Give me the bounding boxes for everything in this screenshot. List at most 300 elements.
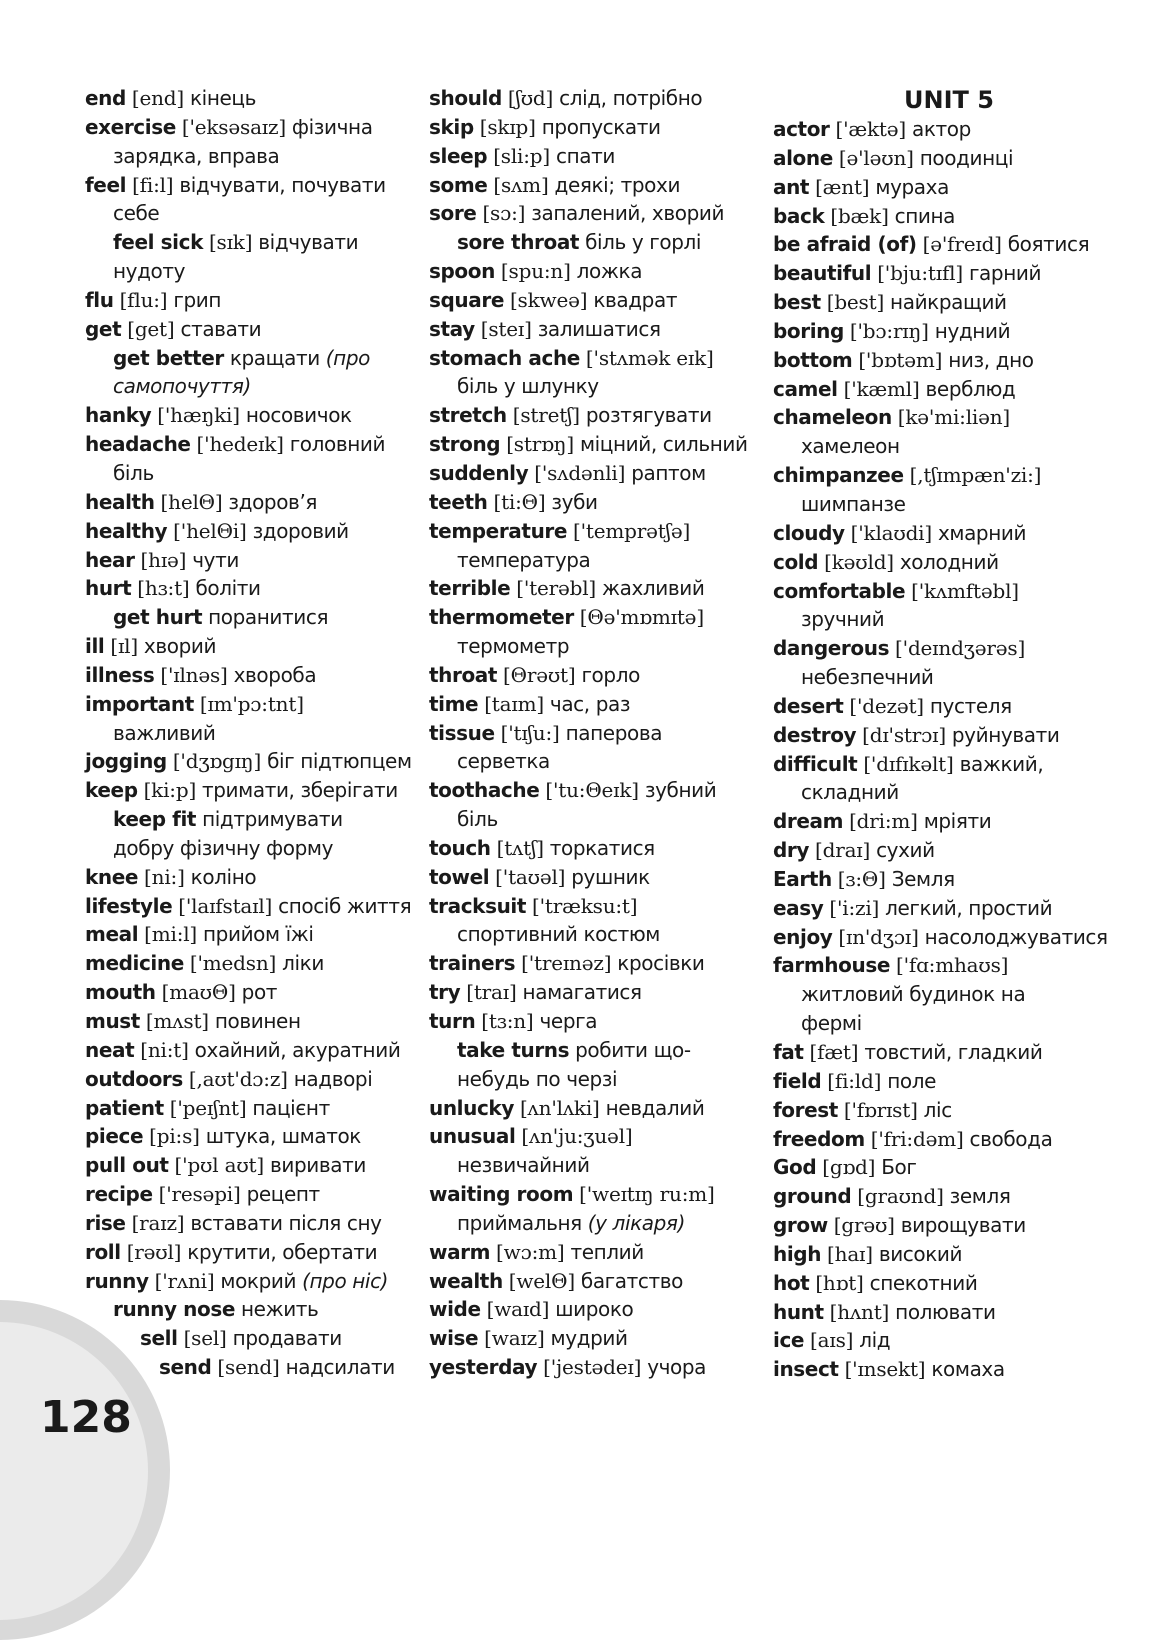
vocab-entry (429, 776, 749, 805)
translation: біль (113, 460, 154, 485)
vocab-entry (85, 776, 405, 805)
vocab-entry (773, 1211, 1113, 1240)
transcription: [,tʃɪmpæn'zi:] (909, 463, 1042, 488)
vocab-entry (85, 863, 405, 892)
headword: bottom (773, 347, 853, 372)
headword: unusual (429, 1124, 516, 1149)
translation: мудрий (550, 1326, 628, 1351)
translation: поле (887, 1068, 936, 1093)
transcription: [sʌm] (493, 172, 549, 197)
vocab-entry (429, 488, 749, 517)
transcription: [strɒŋ] (506, 432, 574, 457)
vocab-entry-continuation (429, 372, 749, 401)
vocab-entry (773, 346, 1113, 375)
headword: hurt (85, 576, 132, 601)
translation: рот (241, 980, 278, 1005)
vocab-entry (773, 230, 1113, 259)
transcription: [steɪ] (480, 316, 532, 341)
vocab-entry-continuation (773, 778, 1113, 807)
translation: міцний, сильний (579, 432, 748, 457)
transcription: ['fɑ:mhaʊs] (895, 953, 1009, 978)
translation: багатство (580, 1268, 683, 1293)
transcription: [bæk] (830, 203, 889, 228)
vocab-entry (773, 548, 1113, 577)
translation: запалений, хворий (531, 201, 725, 226)
headword: waiting room (429, 1182, 574, 1207)
translation: свобода (969, 1126, 1053, 1151)
vocab-entry (429, 344, 749, 373)
headword: sleep (429, 143, 488, 168)
headword: unlucky (429, 1095, 514, 1120)
vocab-entry (429, 1180, 749, 1209)
headword: flu (85, 287, 114, 312)
translation: найкращий (890, 290, 1007, 315)
vocab-entry (773, 865, 1113, 894)
translation: спосіб життя (278, 893, 412, 918)
transcription: [gɒd] (822, 1155, 876, 1180)
vocab-entry (773, 1038, 1113, 1067)
vocab-entry-continuation (773, 432, 1113, 461)
vocab-entry (85, 892, 412, 921)
vocab-entry (773, 836, 1113, 865)
headword: actor (773, 117, 830, 141)
transcription: [draɪ] (815, 838, 871, 863)
headword: important (85, 691, 194, 716)
translation: зубний (644, 778, 717, 803)
vocab-entry-continuation (85, 719, 405, 748)
headword: mouth (85, 980, 156, 1005)
transcription: [kəʊld] (824, 549, 894, 574)
transcription: [Θə'mɒmɪtə] (579, 605, 704, 630)
headword: thermometer (429, 605, 574, 630)
vocab-entry (429, 690, 749, 719)
translation: відчувати, почувати (179, 172, 386, 197)
translation: зуби (551, 489, 598, 514)
translation: важливий (113, 720, 216, 745)
vocab-entry (85, 978, 405, 1007)
translation: сухий (876, 838, 935, 863)
translation: спекотний (869, 1270, 978, 1295)
vocab-entry (429, 978, 749, 1007)
vocab-entry (429, 574, 749, 603)
headword: destroy (773, 722, 857, 747)
vocab-entry-continuation (429, 1151, 749, 1180)
translation: відчувати (258, 230, 359, 255)
headword: cloudy (773, 520, 845, 545)
translation: надворі (293, 1066, 373, 1091)
vocabulary-column-2 (429, 84, 749, 1382)
headword: medicine (85, 951, 184, 976)
transcription: [,aʊt'dɔ:z] (188, 1066, 288, 1091)
transcription: [sel] (183, 1326, 227, 1351)
translation: здоров’я (228, 489, 318, 514)
headword: wealth (429, 1268, 503, 1293)
translation: здоровий (252, 518, 349, 543)
vocab-entry (429, 401, 749, 430)
transcription: ['æktə] (835, 117, 906, 141)
headword: keep (85, 778, 138, 803)
transcription: ['taʊəl] (495, 864, 566, 889)
vocab-entry (85, 488, 405, 517)
transcription: ['klaʊdi] (850, 520, 932, 545)
vocab-entry (85, 1324, 405, 1353)
headword: sore (429, 201, 477, 226)
translation: деякі; трохи (554, 172, 681, 197)
translation: головний (289, 432, 386, 457)
usage-note: самопочуття) (113, 374, 251, 399)
translation: робити що- (575, 1037, 691, 1062)
vocab-entry (429, 834, 749, 863)
headword: yesterday (429, 1355, 538, 1380)
usage-note: (про (325, 345, 370, 370)
transcription: [best] (826, 290, 885, 315)
headword: end (85, 86, 126, 110)
translation: насолоджуватися (924, 924, 1108, 949)
vocab-entry-continuation (85, 372, 405, 401)
headword: high (773, 1241, 822, 1266)
vocab-entry-continuation (773, 1009, 1113, 1038)
translation: слід, потрібно (559, 86, 703, 110)
headword: healthy (85, 518, 168, 543)
translation: намагатися (522, 980, 642, 1005)
headword: try (429, 980, 461, 1005)
transcription: [taɪm] (484, 691, 544, 716)
headword: comfortable (773, 578, 906, 603)
vocab-entry (773, 259, 1113, 288)
headword: back (773, 203, 825, 228)
headword: sell (140, 1326, 178, 1351)
headword: exercise (85, 114, 176, 139)
translation: спати (555, 143, 615, 168)
transcription: [ɪm'pɔ:tnt] (199, 691, 304, 716)
translation: раптом (631, 460, 706, 485)
transcription: ['sʌdənli] (534, 460, 626, 485)
transcription: [kə'mi:liən] (897, 405, 1011, 430)
vocab-entry (773, 1067, 1113, 1096)
transcription: [flu:] (119, 287, 168, 312)
vocab-entry (85, 1151, 405, 1180)
transcription: [mi:l] (144, 922, 198, 947)
translation: кращати (229, 345, 320, 370)
transcription: ['weɪtɪŋ ru:m] (579, 1182, 715, 1207)
vocab-entry (429, 1036, 749, 1065)
translation: біг підтюпцем (267, 749, 412, 774)
transcription: ['træksu:t] (532, 893, 638, 918)
vocab-entry (773, 750, 1113, 779)
translation: небудь по черзі (457, 1066, 618, 1091)
headword: easy (773, 895, 824, 920)
vocab-entry (85, 171, 405, 200)
vocab-entry (85, 546, 405, 575)
translation: вирощувати (900, 1213, 1026, 1238)
vocab-entry (85, 632, 405, 661)
headword: sore throat (457, 230, 580, 255)
vocab-entry (85, 1094, 405, 1123)
vocab-entry (85, 84, 405, 113)
vocab-entry (85, 1180, 405, 1209)
vocab-entry (773, 519, 1113, 548)
translation: боятися (1007, 232, 1090, 257)
transcription: ['helΘi] (173, 518, 247, 543)
vocab-entry-continuation (85, 257, 405, 286)
headword: beautiful (773, 261, 872, 286)
vocab-entry (429, 1007, 749, 1036)
headword: wise (429, 1326, 479, 1351)
headword: hunt (773, 1299, 824, 1324)
transcription: ['eksəsaɪz] (181, 114, 286, 139)
vocab-entry (773, 403, 1113, 432)
transcription: [ə'freɪd] (922, 232, 1002, 257)
vocab-entry (429, 315, 749, 344)
vocab-entry (773, 692, 1113, 721)
translation: верблюд (925, 376, 1016, 401)
translation: прийом їжі (203, 922, 314, 947)
vocab-entry (429, 517, 749, 546)
transcription: [sɪk] (208, 230, 253, 255)
translation: рецепт (246, 1182, 320, 1207)
vocab-entry (429, 113, 749, 142)
transcription: [ki:p] (143, 778, 197, 803)
headword: some (429, 172, 488, 197)
vocab-entry (429, 459, 749, 488)
headword: patient (85, 1095, 164, 1120)
transcription: [skweə] (509, 287, 588, 312)
vocab-entry (429, 603, 749, 632)
vocab-entry (429, 863, 749, 892)
page-number: 128 (40, 1392, 132, 1443)
translation: паперова (565, 720, 663, 745)
vocab-entry-continuation (85, 834, 405, 863)
vocab-entry (773, 721, 1113, 750)
transcription: [ə'ləʊn] (838, 145, 914, 170)
transcription: [fæt] (809, 1040, 859, 1064)
transcription: ['ɪlnəs] (160, 662, 228, 687)
headword: stomach ache (429, 345, 580, 370)
transcription: [ʌn'ju:ʒuəl] (521, 1124, 633, 1149)
transcription: ['stʌmək eɪk] (585, 345, 714, 370)
headword: dream (773, 809, 844, 834)
headword: get (85, 316, 122, 341)
transcription: ['deɪndʒərəs] (895, 636, 1026, 661)
vocab-entry (429, 286, 749, 315)
transcription: ['peɪʃnt] (169, 1095, 247, 1120)
translation: боліти (195, 576, 261, 601)
translation: важкий, (959, 751, 1044, 776)
transcription: [maʊΘ] (161, 980, 236, 1005)
translation: квадрат (593, 287, 678, 312)
vocab-entry (85, 1065, 405, 1094)
translation: чути (192, 547, 239, 572)
translation: кінець (190, 86, 257, 110)
headword: rise (85, 1210, 126, 1235)
headword: must (85, 1009, 140, 1033)
transcription: ['medsn] (189, 951, 277, 976)
translation: грип (173, 287, 222, 312)
vocab-entry (85, 574, 405, 603)
translation: фізична (291, 114, 373, 139)
translation: час, раз (549, 691, 631, 716)
transcription: ['hedeɪk] (196, 432, 284, 457)
headword: field (773, 1068, 822, 1093)
vocab-entry (429, 719, 749, 748)
vocab-entry-continuation (773, 605, 1113, 634)
translation: нудний (934, 318, 1011, 343)
headword: meal (85, 922, 139, 947)
vocab-entry (773, 461, 1113, 490)
headword: tissue (429, 720, 495, 745)
headword: farmhouse (773, 953, 890, 978)
headword: trainers (429, 951, 516, 976)
headword: hot (773, 1270, 810, 1295)
translation: рушник (571, 864, 650, 889)
transcription: [send] (217, 1355, 280, 1380)
vocab-entry (85, 1353, 405, 1382)
headword: desert (773, 693, 844, 718)
translation: коліно (190, 864, 257, 889)
vocab-entry (773, 1240, 1113, 1269)
headword: pull out (85, 1153, 169, 1178)
translation: нежить (241, 1297, 319, 1322)
translation: поранитися (208, 605, 329, 630)
vocab-entry (773, 894, 1113, 923)
vocab-entry-continuation (429, 632, 749, 661)
vocab-entry (429, 199, 749, 228)
vocab-entry (773, 1326, 1113, 1355)
translation: лід (859, 1328, 891, 1353)
vocab-entry (85, 1267, 405, 1296)
transcription: ['bɒtəm] (858, 347, 943, 372)
headword: grow (773, 1213, 828, 1238)
translation: земля (949, 1184, 1011, 1209)
translation: мокрий (220, 1268, 297, 1293)
translation: пропускати (541, 114, 661, 139)
headword: get better (113, 345, 224, 370)
transcription: [ti:Θ] (493, 489, 546, 514)
transcription: [spu:n] (500, 259, 571, 284)
transcription: ['bɔ:rɪŋ] (849, 318, 929, 343)
transcription: [Θrəʊt] (503, 662, 576, 687)
vocab-entry (429, 1267, 749, 1296)
headword: knee (85, 864, 139, 889)
transcription: ['jestədeɪ] (543, 1355, 642, 1380)
vocab-entry (773, 923, 1113, 952)
vocab-entry (85, 344, 405, 373)
transcription: [welΘ] (508, 1268, 575, 1293)
translation: біль (457, 807, 498, 832)
vocab-entry (773, 317, 1113, 346)
transcription: ['ɪnsekt] (844, 1357, 926, 1382)
vocab-entry-continuation (429, 1209, 749, 1238)
headword: ill (85, 634, 105, 659)
translation: серветка (457, 749, 550, 774)
headword: hear (85, 547, 135, 572)
vocab-entry (429, 1295, 749, 1324)
transcription: [traɪ] (466, 980, 517, 1005)
vocab-entry (85, 286, 405, 315)
translation: тримати, зберігати (202, 778, 398, 803)
vocab-entry (429, 142, 749, 171)
headword: headache (85, 432, 191, 457)
vocab-entry-continuation (85, 199, 405, 228)
transcription: ['dɪfɪkəlt] (863, 751, 954, 776)
translation: житловий будинок на (801, 982, 1026, 1007)
vocab-entry-continuation (429, 805, 749, 834)
translation: виривати (269, 1153, 366, 1178)
transcription: [waɪd] (486, 1297, 550, 1322)
transcription: ['dʒɒgɪŋ] (172, 749, 262, 774)
translation: Земля (891, 866, 955, 891)
transcription: [hɜ:t] (137, 576, 190, 601)
vocab-entry (85, 113, 405, 142)
translation: легкий, простий (885, 895, 1053, 920)
translation: надсилати (285, 1355, 395, 1380)
translation: зручний (801, 607, 885, 632)
transcription: ['bju:tɪfl] (877, 261, 963, 286)
headword: strong (429, 432, 501, 457)
headword: square (429, 287, 504, 312)
transcription: ['tu:Θeɪk] (545, 778, 639, 803)
headword: wide (429, 1297, 481, 1322)
vocab-entry-continuation (429, 920, 749, 949)
translation: незвичайний (457, 1153, 590, 1178)
translation: гарний (968, 261, 1042, 286)
translation: розтягувати (585, 403, 712, 428)
translation: хвороба (233, 662, 317, 687)
transcription: [ɜ:Θ] (837, 866, 886, 891)
vocab-entry (429, 892, 749, 921)
vocab-entry (429, 84, 749, 113)
transcription: [ɪl] (110, 634, 138, 659)
translation: добру фізичну форму (113, 835, 334, 860)
headword: dry (773, 838, 810, 863)
translation: ліс (923, 1097, 952, 1122)
headword: send (159, 1355, 212, 1380)
translation: теплий (570, 1239, 644, 1264)
transcription: ['dezət] (849, 693, 924, 718)
transcription: [tʌtʃ] (496, 835, 544, 860)
translation: високий (878, 1241, 963, 1266)
headword: suddenly (429, 460, 529, 485)
translation: хамелеон (801, 434, 900, 459)
transcription: [waɪz] (484, 1326, 545, 1351)
transcription: [hɪə] (140, 547, 187, 572)
vocab-entry (85, 228, 405, 257)
vocab-entry-continuation (429, 747, 749, 776)
headword: neat (85, 1037, 135, 1062)
headword: tracksuit (429, 893, 527, 918)
vocab-entry (773, 375, 1113, 404)
headword: toothache (429, 778, 540, 803)
vocab-entry (429, 661, 749, 690)
headword: teeth (429, 489, 488, 514)
translation: мріяти (923, 809, 992, 834)
transcription: [grəʊ] (833, 1213, 895, 1238)
headword: freedom (773, 1126, 865, 1151)
transcription: [sli:p] (493, 143, 550, 168)
vocab-entry (773, 1153, 1113, 1182)
transcription: [ni:] (144, 864, 185, 889)
translation: хворий (143, 634, 217, 659)
transcription: ['fɒrɪst] (843, 1097, 918, 1122)
translation: приймальня (457, 1210, 582, 1235)
vocab-entry-continuation (85, 142, 405, 171)
translation: спина (894, 203, 956, 228)
headword: stay (429, 316, 475, 341)
translation: себе (113, 201, 160, 226)
transcription: ['treɪnəz] (521, 951, 612, 976)
transcription: ['fri:dəm] (870, 1126, 964, 1151)
transcription: [graʊnd] (857, 1184, 944, 1209)
